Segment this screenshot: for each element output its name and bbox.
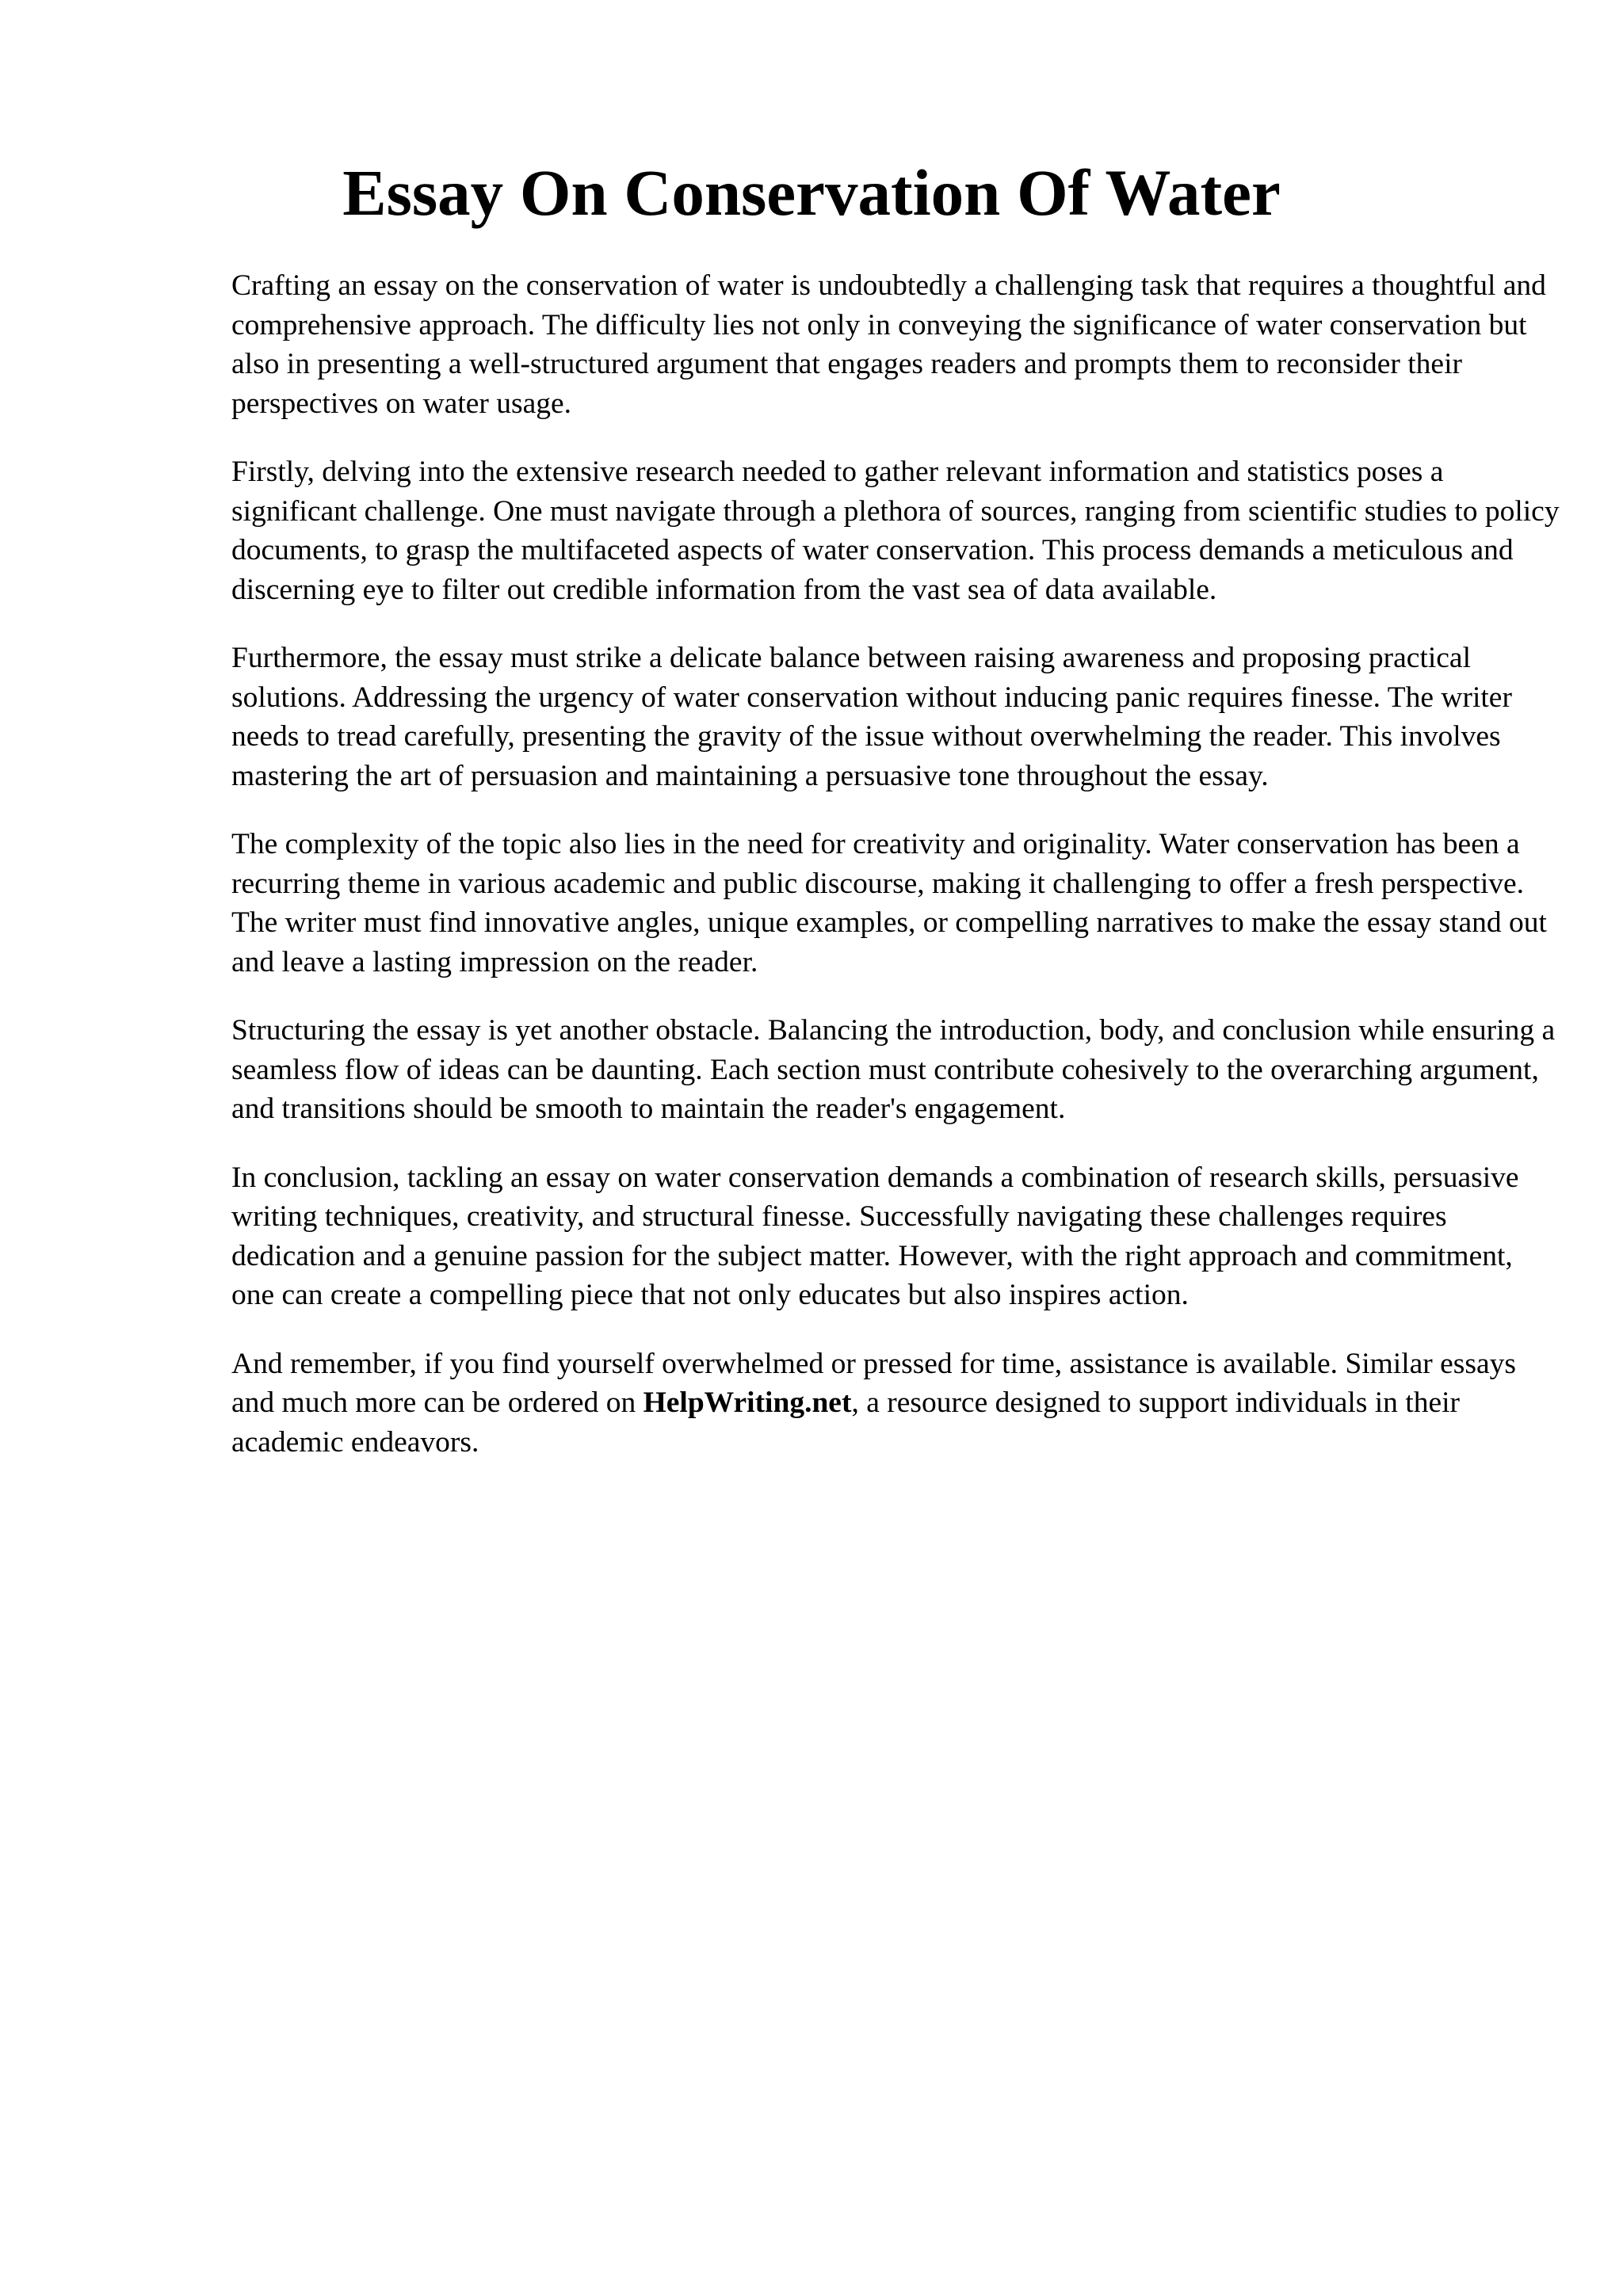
brand-link[interactable]: HelpWriting.net: [643, 1386, 852, 1419]
paragraph-intro: Crafting an essay on the conservation of water is undoubtedly a challenging task that requires a thoughtful and comprehensive approach. The difficulty lies not only in conveying the significance of water conservation but also in presenting a well-structured argument that engages readers and prompts them to reconsider their perspectives on water usage.: [231, 269, 1546, 420]
document-title: Essay On Conservation Of Water: [342, 156, 1281, 229]
paragraph-structure: Structuring the essay is yet another obstacle. Balancing the introduction, body, and conclusion while ensuring a seamless flow of ideas can be daunting. Each section must contribute cohesively to the overarching argument, and transitions should be smooth to maintain the reader's engagement.: [231, 1014, 1556, 1125]
paragraph-creativity: The complexity of the topic also lies in the need for creativity and originality. Water conservation has been a recurring theme in various academic and public discourse, making it challenging to offer a fresh perspective. The writer must find innovative angles, unique examples, or compelling narratives to make the essay stand out and leave a lasting impression on the reader.: [231, 828, 1547, 978]
document-body: [231, 266, 1563, 1491]
paragraph-closing: [231, 1344, 1563, 1463]
paragraph-conclusion: In conclusion, tackling an essay on water conservation demands a combination of research skills, persuasive writing techniques, creativity, and structural finesse. Successfully navigating these challenges requires dedication and a genuine passion for the subject matter. However, with the right approach and commitment, one can create a compelling piece that not only educates but also inspires action.: [231, 1161, 1519, 1311]
closing-text-after: , a resource designed to support individuals in their academic endeavors.: [231, 1386, 1460, 1459]
paragraph-research: Firstly, delving into the extensive research needed to gather relevant information and statistics poses a significant challenge. One must navigate through a plethora of sources, ranging from scientific studies to policy documents, to grasp the multifaceted aspects of water conservation. This process demands a meticulous and discerning eye to filter out credible information from the vast sea of data available.: [231, 456, 1560, 606]
paragraph-balance: Furthermore, the essay must strike a delicate balance between raising awareness and proposing practical solutions. Addressing the urgency of water conservation without inducing panic requires finesse. The writer needs to tread carefully, presenting the gravity of the issue without overwhelming the reader. This involves mastering the art of persuasion and maintaining a persuasive tone throughout the essay.: [231, 642, 1512, 792]
closing-text-before: And remember, if you find yourself overwhelmed or pressed for time, assistance is available. Similar essays and much more can be ordered on: [231, 1347, 1516, 1419]
